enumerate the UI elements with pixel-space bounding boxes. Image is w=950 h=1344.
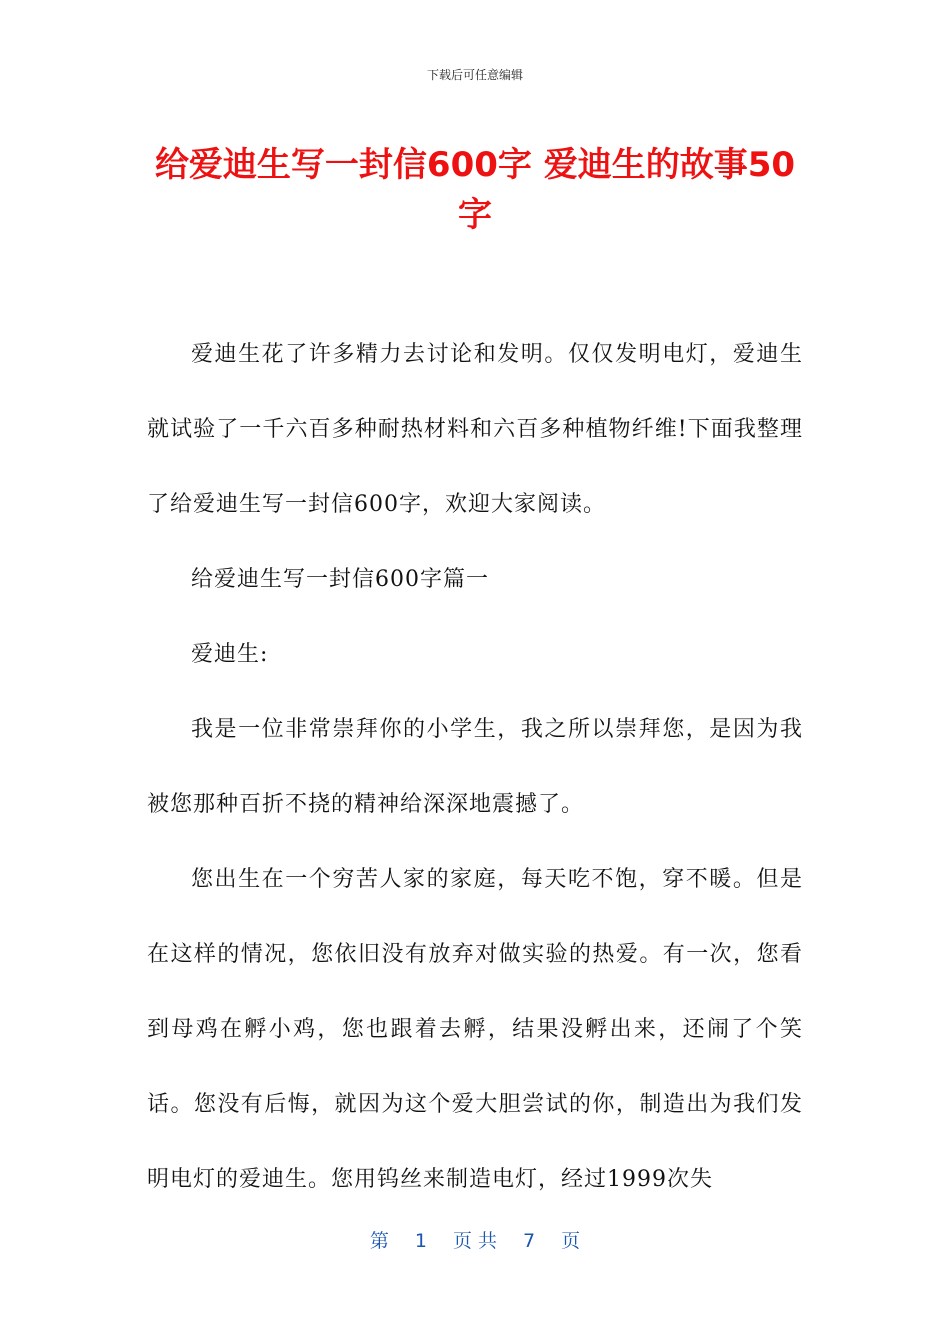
footer-label-page: 第 <box>369 1230 389 1252</box>
footer-label-end: 页 <box>561 1230 581 1252</box>
footer-total-pages: 7 <box>523 1230 536 1252</box>
page-footer <box>0 1226 950 1253</box>
footer-label-total: 页 共 <box>452 1230 498 1252</box>
paragraph-section-heading: 给爱迪生写一封信600字篇一 <box>191 567 489 592</box>
page-header-note: 下载后可任意编辑 <box>426 68 523 82</box>
footer-current-page: 1 <box>414 1230 427 1252</box>
paragraph-body-1: 我是一位非常崇拜你的小学生，我之所以崇拜您，是因为我被您那种百折不挠的精神给深深地震撼了。 <box>147 717 803 817</box>
paragraph-body-2: 您出生在一个穷苦人家的家庭，每天吃不饱，穿不暖。但是在这样的情况，您依旧没有放弃对做实验的热爱。有一次，您看到母鸡在孵小鸡，您也跟着去孵，结果没孵出来，还闹了个笑话。您没有后悔，就因为这个爱大胆尝试的你，制造出为我们发明电灯的爱迪生。您用钨丝来制造电灯，经过1999次失 <box>147 867 803 1192</box>
paragraph-intro: 爱迪生花了许多精力去讨论和发明。仅仅发明电灯，爱迪生就试验了一千六百多种耐热材料和六百多种植物纤维!下面我整理了给爱迪生写一封信600字，欢迎大家阅读。 <box>147 342 803 517</box>
document-body <box>147 317 803 1217</box>
paragraph-salutation: 爱迪生: <box>191 642 269 667</box>
document-title: 给爱迪生写一封信600字 爱迪生的故事50字 <box>154 145 796 235</box>
